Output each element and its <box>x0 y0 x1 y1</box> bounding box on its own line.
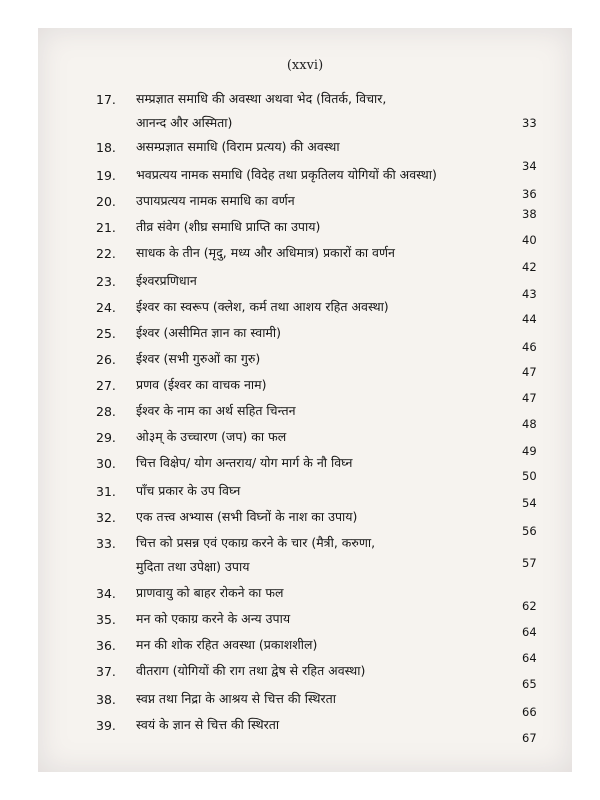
entry-title-line: ईश्वरप्रणिधान <box>136 273 197 288</box>
entry-page-number: 64 <box>522 651 537 665</box>
entry-page-number: 33 <box>522 116 537 130</box>
entry-page-number: 43 <box>522 287 537 301</box>
entry-page-number: 57 <box>522 556 537 570</box>
entry-page-number: 47 <box>522 391 537 405</box>
entry-title <box>136 163 514 187</box>
entry-title <box>136 215 514 239</box>
entry-page-number: 66 <box>522 705 537 719</box>
entry-title-line: मन की शोक रहित अवस्था (प्रकाशशील) <box>136 637 318 652</box>
entry-title-line: साधक के तीन (मृदु, मध्य और अधिमात्र) प्रकारों का वर्णन <box>136 245 395 260</box>
entry-number: 18. <box>96 140 116 155</box>
entry-title <box>136 687 514 711</box>
entry-title <box>136 241 514 265</box>
entry-title-line: स्वयं के ज्ञान से चित्त की स्थिरता <box>136 717 280 732</box>
entry-title <box>136 633 514 657</box>
entry-number: 23. <box>96 274 116 289</box>
entry-title <box>136 189 514 213</box>
entry-title <box>136 87 514 135</box>
entry-page-number: 65 <box>522 677 537 691</box>
entry-title <box>136 659 514 683</box>
entry-title-line: स्वप्न तथा निद्रा के आश्रय से चित्त की स्थिरता <box>136 691 337 706</box>
entry-page-number: 67 <box>522 731 537 745</box>
entry-number: 27. <box>96 378 116 393</box>
entry-title-line: सम्प्रज्ञात समाधि की अवस्था अथवा भेद (वितर्क, विचार, <box>136 91 387 106</box>
entry-page-number: 40 <box>522 233 537 247</box>
entry-page-number: 56 <box>522 524 537 538</box>
entry-number: 30. <box>96 456 116 471</box>
entry-title-line: ईश्वर का स्वरूप (क्लेश, कर्म तथा आशय रहित अवस्था) <box>136 299 389 314</box>
entry-title-line: भवप्रत्यय नामक समाधि (विदेह तथा प्रकृतिलय योगियों की अवस्था) <box>136 167 437 182</box>
entry-title-line: ईश्वर के नाम का अर्थ सहित चिन्तन <box>136 403 296 418</box>
entry-number: 36. <box>96 638 116 653</box>
entry-number: 37. <box>96 664 116 679</box>
entry-title <box>136 479 514 503</box>
entry-page-number: 36 <box>522 187 537 201</box>
entry-number: 19. <box>96 168 116 183</box>
entry-page-number: 62 <box>522 599 537 613</box>
entry-number: 24. <box>96 300 116 315</box>
entry-title-line: ईश्वर (असीमित ज्ञान का स्वामी) <box>136 325 282 340</box>
entry-title <box>136 713 514 737</box>
entry-title <box>136 347 514 371</box>
entry-title-line: आनन्द और अस्मिता) <box>136 115 233 130</box>
entry-number: 25. <box>96 326 116 341</box>
entry-title-line: मन को एकाग्र करने के अन्य उपाय <box>136 611 291 626</box>
entry-number: 22. <box>96 246 116 261</box>
entry-title <box>136 373 514 397</box>
entry-title-line: मुदिता तथा उपेक्षा) उपाय <box>136 559 250 574</box>
entry-number: 31. <box>96 484 116 499</box>
entry-number: 38. <box>96 692 116 707</box>
entry-title-line: एक तत्त्व अभ्यास (सभी विघ्नों के नाश का उपाय) <box>136 509 358 524</box>
entry-title <box>136 135 514 159</box>
entry-title-line: असम्प्रज्ञात समाधि (विराम प्रत्यय) की अवस्था <box>136 139 340 154</box>
entry-page-number: 42 <box>522 260 537 274</box>
entry-number: 20. <box>96 194 116 209</box>
entry-title-line: ओ३म् के उच्चारण (जप) का फल <box>136 429 287 444</box>
entry-title <box>136 581 514 605</box>
entry-number: 17. <box>96 92 116 107</box>
entry-number: 32. <box>96 510 116 525</box>
entry-number: 33. <box>96 536 116 551</box>
entry-page-number: 64 <box>522 625 537 639</box>
entry-title <box>136 607 514 631</box>
entry-title <box>136 295 514 319</box>
entry-page-number: 54 <box>522 496 537 510</box>
entry-title <box>136 321 514 345</box>
entry-title-line: तीव्र संवेग (शीघ्र समाधि प्राप्ति का उपाय) <box>136 219 321 234</box>
entry-title-line: उपायप्रत्यय नामक समाधि का वर्णन <box>136 193 295 208</box>
entry-number: 35. <box>96 612 116 627</box>
entry-number: 26. <box>96 352 116 367</box>
entry-title-line: वीतराग (योगियों की राग तथा द्वेष से रहित अवस्था) <box>136 663 366 678</box>
entry-title <box>136 399 514 423</box>
entry-title <box>136 505 514 529</box>
entry-title <box>136 269 514 293</box>
entry-title-line: चित्त विक्षेप/ योग अन्तराय/ योग मार्ग के नौ विघ्न <box>136 455 353 470</box>
entry-page-number: 38 <box>522 207 537 221</box>
entry-number: 29. <box>96 430 116 445</box>
entry-number: 21. <box>96 220 116 235</box>
entry-title-line: प्रणव (ईश्वर का वाचक नाम) <box>136 377 267 392</box>
entry-page-number: 50 <box>522 469 537 483</box>
entry-number: 39. <box>96 718 116 733</box>
entry-number: 28. <box>96 404 116 419</box>
entry-page-number: 46 <box>522 340 537 354</box>
entry-title <box>136 531 514 579</box>
page-number: (xxvi) <box>286 58 324 73</box>
entry-title <box>136 451 514 475</box>
entry-title-line: पाँच प्रकार के उप विघ्न <box>136 483 241 498</box>
entry-page-number: 48 <box>522 417 537 431</box>
entry-title-line: चित्त को प्रसन्न एवं एकाग्र करने के चार (मैत्री, करुणा, <box>136 535 376 550</box>
entry-page-number: 34 <box>522 159 537 173</box>
entry-title <box>136 425 514 449</box>
entry-page-number: 49 <box>522 444 537 458</box>
entry-page-number: 44 <box>522 312 537 326</box>
entry-number: 34. <box>96 586 116 601</box>
book-page <box>38 28 572 772</box>
entry-page-number: 47 <box>522 365 537 379</box>
entry-title-line: प्राणवायु को बाहर रोकने का फल <box>136 585 284 600</box>
entry-title-line: ईश्वर (सभी गुरुओं का गुरु) <box>136 351 261 366</box>
